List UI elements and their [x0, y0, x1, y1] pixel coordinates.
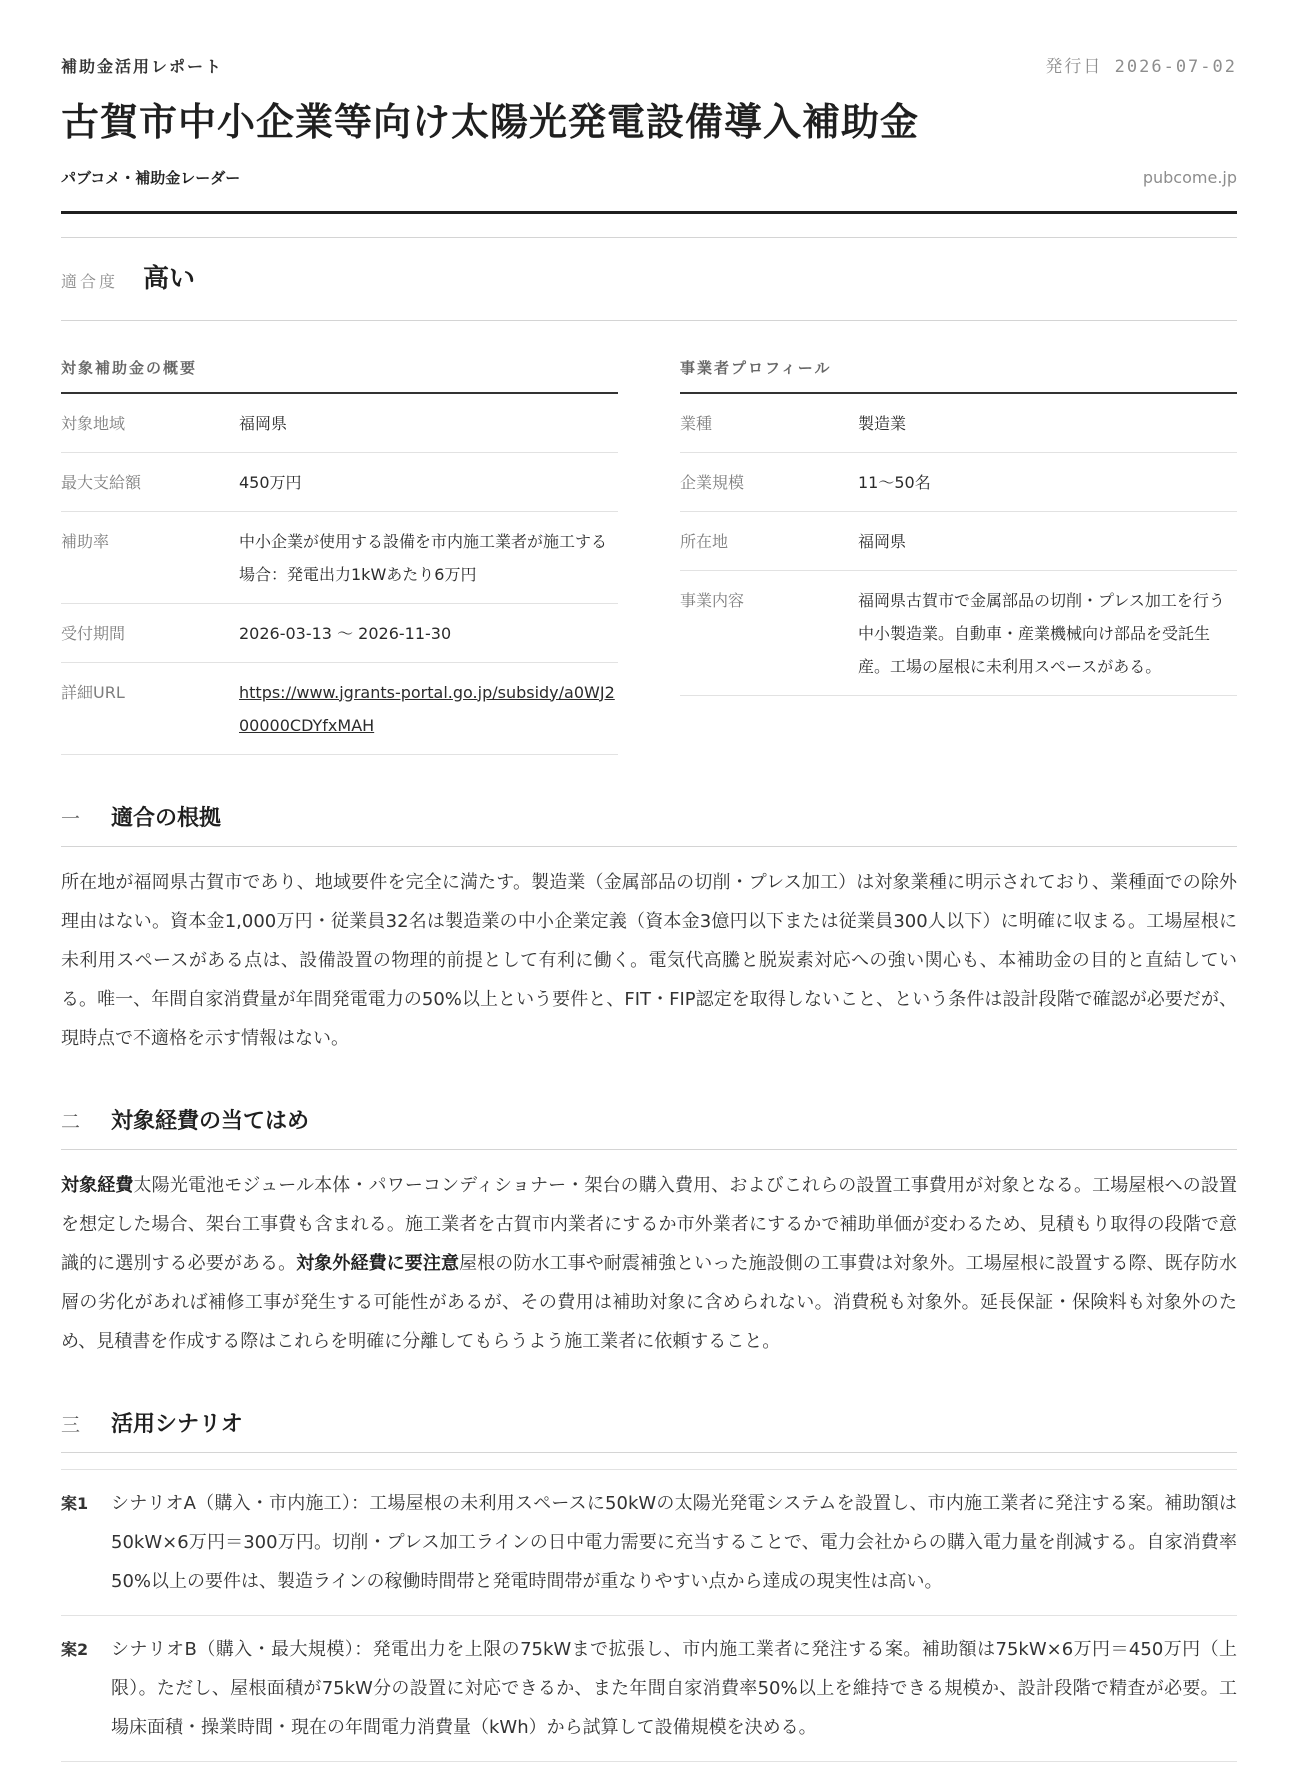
profile-row-industry	[680, 394, 1237, 453]
ineligible-costs-text: 屋根の防水工事や耐震補強といった施設側の工事費は対象外。工場屋根に設置する際、既存防水層の劣化があれば補修工事が発生する可能性があるが、その費用は補助対象に含められない。消費税も対象外。延長保証・保険料も対象外のため、見積書を作成する際はこれらを明確に分離してもらうよう施工業者に依頼すること。	[61, 1252, 1237, 1352]
scenario-item	[61, 1470, 1237, 1616]
site-domain: pubcome.jp	[1142, 167, 1237, 187]
eligible-costs-label: 対象経費	[61, 1174, 134, 1196]
scenario-number: 案2	[61, 1639, 89, 1659]
row-value: 2026-03-13 〜 2026-11-30	[239, 623, 452, 643]
row-value: 福岡県古賀市で金属部品の切削・プレス加工を行う中小製造業。自動車・産業機械向け部品を受託生産。工場の屋根に未利用スペースがある。	[858, 590, 1225, 676]
fit-rating	[61, 238, 1237, 321]
byline	[61, 167, 1237, 188]
scenario-text: シナリオB（購入・最大規模）：発電出力を上限の75kWまで拡張し、市内施工業者に発注する案。補助額は75kW×6万円＝450万円（上限）。ただし、屋根面積が75kW分の設置に対応できるか、また年間自家消費率50%以上を維持できる規模か、設計段階で精査が必要。工場床面積・操業時間・現在の年間電力消費量（kWh）から試算して設備規模を決める。	[111, 1638, 1237, 1738]
subsidy-summary-heading: 対象補助金の概要	[61, 357, 618, 394]
report-page	[61, 0, 1237, 1762]
profile-row-business	[680, 571, 1237, 696]
business-profile	[680, 357, 1237, 755]
page-title: 古賀市中小企業等向け太陽光発電設備導入補助金	[61, 99, 920, 144]
row-value: 450万円	[239, 472, 302, 492]
row-key: 対象地域	[61, 413, 126, 433]
row-value: 中小企業が使用する設備を市内施工業者が施工する場合：発電出力1kWあたり6万円	[239, 531, 608, 584]
fit-label: 適合度	[61, 271, 119, 291]
section-scenarios-heading	[61, 1407, 1237, 1453]
section-basis-text: 所在地が福岡県古賀市であり、地域要件を完全に満たす。製造業（金属部品の切削・プレス加工）は対象業種に明示されており、業種面での除外理由はない。資本金1,000万円・従業員32名は製造業の中小企業定義（資本金3億円以下または従業員300人以下）に明確に収まる。工場屋根に未利用スペースがある点は、設備設置の物理的前提として有利に働く。電気代高騰と脱炭素対応への強い関心も、本補助金の目的と直結している。唯一、年間自家消費量が年間発電電力の50%以上という要件と、FIT・FIP認定を取得しないこと、という条件は設計段階で確認が必要だが、現時点で不適格を示す情報はない。	[61, 871, 1237, 1049]
section-number: 一	[61, 807, 81, 830]
row-key: 受付期間	[61, 623, 126, 643]
row-value: 製造業	[858, 413, 907, 433]
profile-row-location	[680, 512, 1237, 571]
section-number: 二	[61, 1110, 81, 1133]
scenario-list	[61, 1469, 1237, 1762]
row-value: 11〜50名	[858, 472, 931, 492]
row-value: 福岡県	[239, 413, 288, 433]
row-key: 補助率	[61, 531, 110, 551]
subsidy-summary	[61, 357, 618, 755]
ineligible-costs-label: 対象外経費に要注意	[296, 1252, 460, 1274]
row-value	[239, 676, 618, 742]
detail-url-link[interactable]: https://www.jgrants-portal.go.jp/subsidy/a0WJ200000CDYfxMAH	[239, 682, 615, 735]
section-basis-heading	[61, 801, 1237, 847]
report-topline	[61, 52, 1237, 77]
info-columns	[61, 357, 1237, 755]
scenario-item	[61, 1616, 1237, 1762]
row-key: 最大支給額	[61, 472, 142, 492]
subsidy-row-url	[61, 663, 618, 755]
row-value: 福岡県	[858, 531, 907, 551]
section-title: 活用シナリオ	[111, 1411, 243, 1437]
subsidy-row-region	[61, 394, 618, 453]
subsidy-row-rate	[61, 512, 618, 604]
subsidy-row-max-amount	[61, 453, 618, 512]
eligible-costs-text: 太陽光電池モジュール本体・パワーコンディショナー・架台の購入費用、およびこれらの設置工事費用が対象となる。工場屋根への設置を想定した場合、架台工事費も含まれる。施工業者を古賀市内業者にするか市外業者にするかで補助単価が変わるため、見積もり取得の段階で意識的に選別する必要がある。	[61, 1174, 1238, 1274]
business-profile-heading: 事業者プロフィール	[680, 357, 1237, 394]
profile-row-size	[680, 453, 1237, 512]
section-title: 対象経費の当てはめ	[111, 1108, 310, 1134]
report-kicker: 補助金活用レポート	[61, 57, 224, 76]
section-title: 適合の根拠	[111, 805, 222, 831]
header-divider-thick	[61, 211, 1237, 214]
row-key: 業種	[680, 413, 713, 433]
row-key: 企業規模	[680, 472, 745, 492]
row-key: 所在地	[680, 531, 729, 551]
row-key: 事業内容	[680, 590, 745, 610]
fit-value: 高い	[143, 263, 196, 294]
row-key: 詳細URL	[61, 682, 125, 702]
subsidy-row-period	[61, 604, 618, 663]
section-costs-text	[61, 1166, 1237, 1361]
scenario-text: シナリオA（購入・市内施工）：工場屋根の未利用スペースに50kWの太陽光発電システムを設置し、市内施工業者に発注する案。補助額は50kW×6万円＝300万円。切削・プレス加工ラインの日中電力需要に充当することで、電力会社からの購入電力量を削減する。自家消費率50%以上の要件は、製造ラインの稼働時間帯と発電時間帯が重なりやすい点から達成の現実性は高い。	[111, 1492, 1237, 1592]
scenario-number: 案1	[61, 1493, 89, 1513]
section-costs-heading	[61, 1104, 1237, 1150]
issue-date: 発行日 2026-07-02	[1045, 57, 1237, 77]
publisher-name: パブコメ・補助金レーダー	[61, 168, 241, 187]
section-number: 三	[61, 1413, 81, 1436]
